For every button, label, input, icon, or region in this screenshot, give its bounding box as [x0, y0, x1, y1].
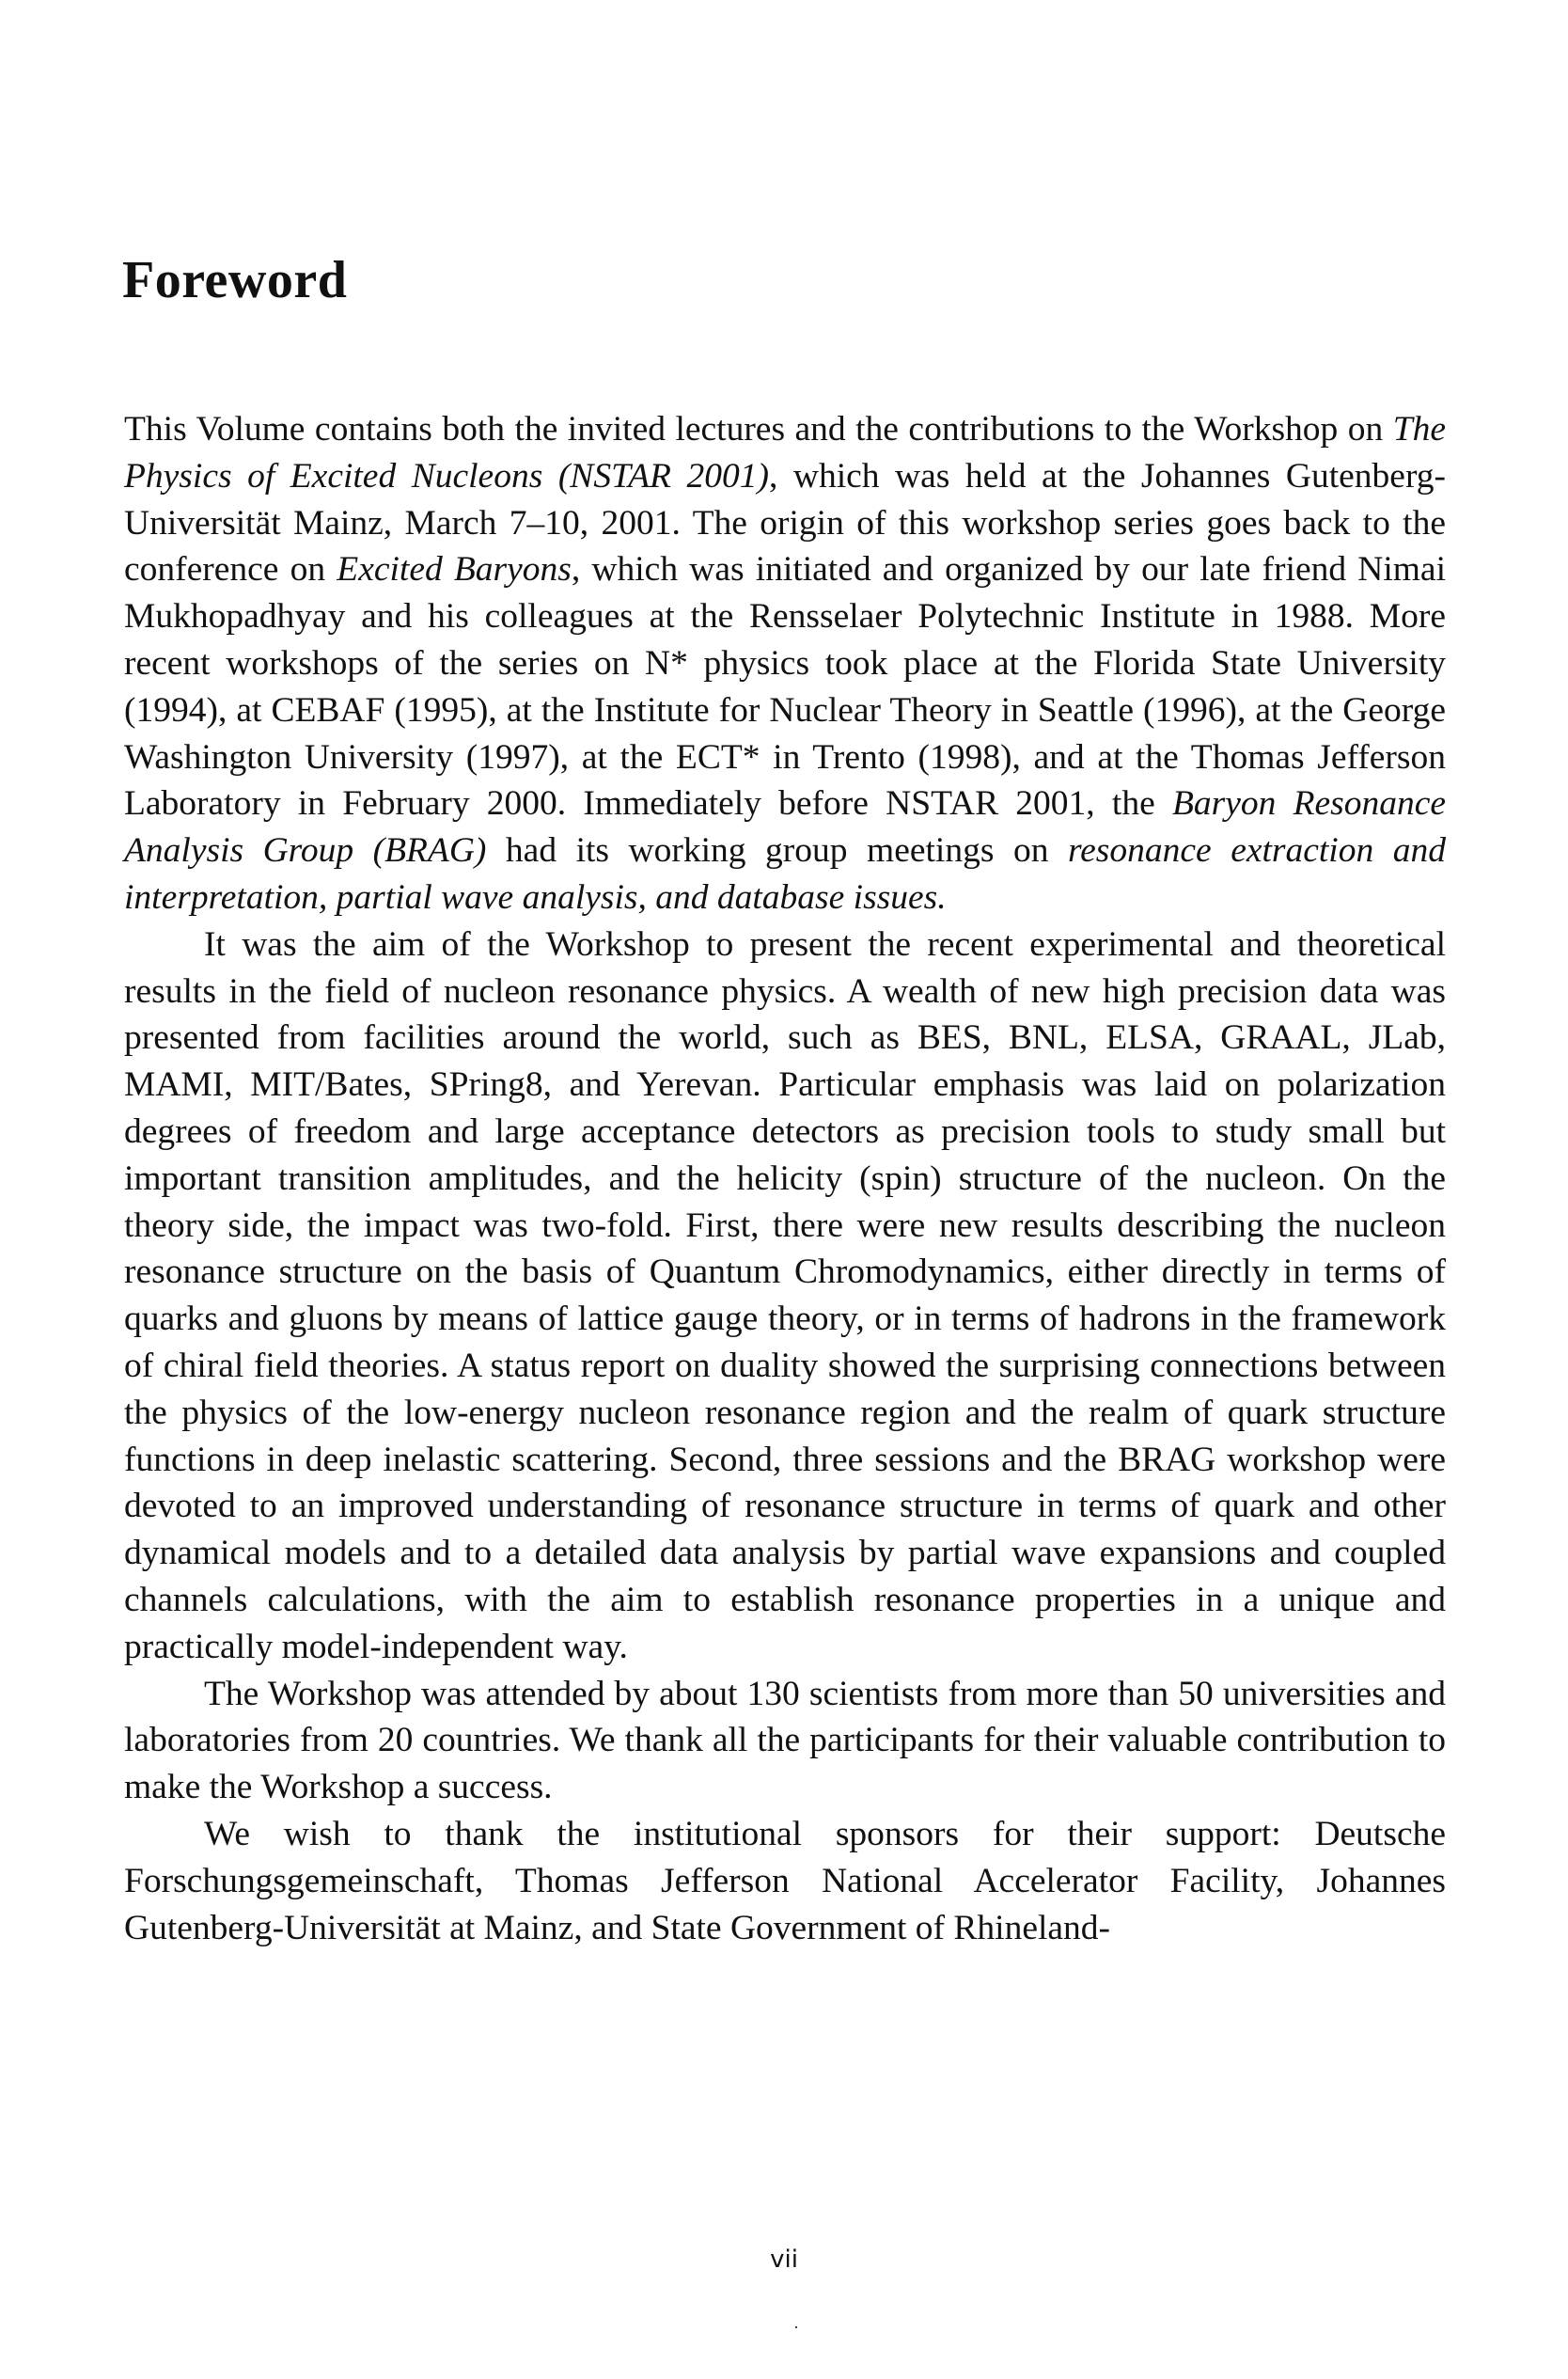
paragraph-introduction	[124, 406, 1446, 922]
text-segment: , which was held at the Johannes Gutenberg-Universität Mainz, March 7–10, 2001. The origin of this workshop series goes back to the conference on	[124, 456, 1446, 590]
text-segment: This Volume contains both the invited lectures and the contributions to the Workshop on	[124, 410, 1393, 449]
text-segment: We wish to thank the institutional sponsors for their support: Deutsche Forschungsgemeinschaft, Thomas Jefferson National Accelerator Facility, Johannes Gutenberg-Universität at Mainz, and State Government of Rhineland-	[124, 1814, 1446, 1947]
text-segment: had its working group meetings on	[486, 831, 1068, 871]
page-number: vii	[770, 2245, 798, 2274]
workshop-title-italic: The Physics of Excited Nucleons (NSTAR 2001)	[124, 410, 1446, 496]
paragraph-aims	[124, 922, 1446, 1671]
body-text	[124, 406, 1446, 1951]
paragraph-sponsors	[124, 1811, 1446, 1951]
meeting-topics-italic: resonance extraction and interpretation, partial wave analysis, and database issues.	[124, 831, 1446, 917]
text-segment: The Workshop was attended by about 130 scientists from more than 50 universities and laboratories from 20 countries. We thank all the participants for their valuable contribution to make the Workshop a success.	[124, 1674, 1446, 1807]
page-title: Foreword	[122, 251, 348, 309]
conference-title-italic: Excited Baryons	[337, 550, 572, 590]
text-segment: It was the aim of the Workshop to present the recent experimental and theoretical results in the field of nucleon resonance physics. A wealth of new high precision data was presented from facilities around the world, such as BES, BNL, ELSA, GRAAL, JLab, MAMI, MIT/Bates, SPring8, and Yerevan. Particular emphasis was laid on polarization degrees of freedom and large acceptance detectors as precision tools to study small but important transition amplitudes, and the helicity (spin) structure of the nucleon. On the theory side, the impact was two-fold. First, there were new results describing the nucleon resonance structure on the basis of Quantum Chromodynamics, either directly in terms of quarks and gluons by means of lattice gauge theory, or in terms of hadrons in the framework of chiral field theories. A status report on duality showed the surprising connections between the physics of the low-energy nucleon resonance region and the realm of quark structure functions in deep inelastic scattering. Second, three sessions and the BRAG workshop were devoted to an improved understanding of resonance structure in terms of quark and other dynamical models and to a detailed data analysis by partial wave expansions and coupled channels calculations, with the aim to establish resonance properties in a unique and practically model-independent way.	[124, 924, 1446, 1666]
text-segment: , which was initiated and organized by our late friend Nimai Mukhopadhyay and his colleagues at the Rensselaer Polytechnic Institute in 1988. More recent workshops of the series on N* physics took place at the Florida State University (1994), at CEBAF (1995), at the Institute for Nuclear Theory in Seattle (1996), at the George Washington University (1997), at the ECT* in Trento (1998), and at the Thomas Jefferson Laboratory in February 2000. Immediately before NSTAR 2001, the	[124, 550, 1446, 824]
scan-speck	[795, 2326, 797, 2328]
brag-name-italic: Baryon Resonance Analysis Group (BRAG)	[124, 784, 1447, 871]
paragraph-attendance	[124, 1671, 1446, 1811]
